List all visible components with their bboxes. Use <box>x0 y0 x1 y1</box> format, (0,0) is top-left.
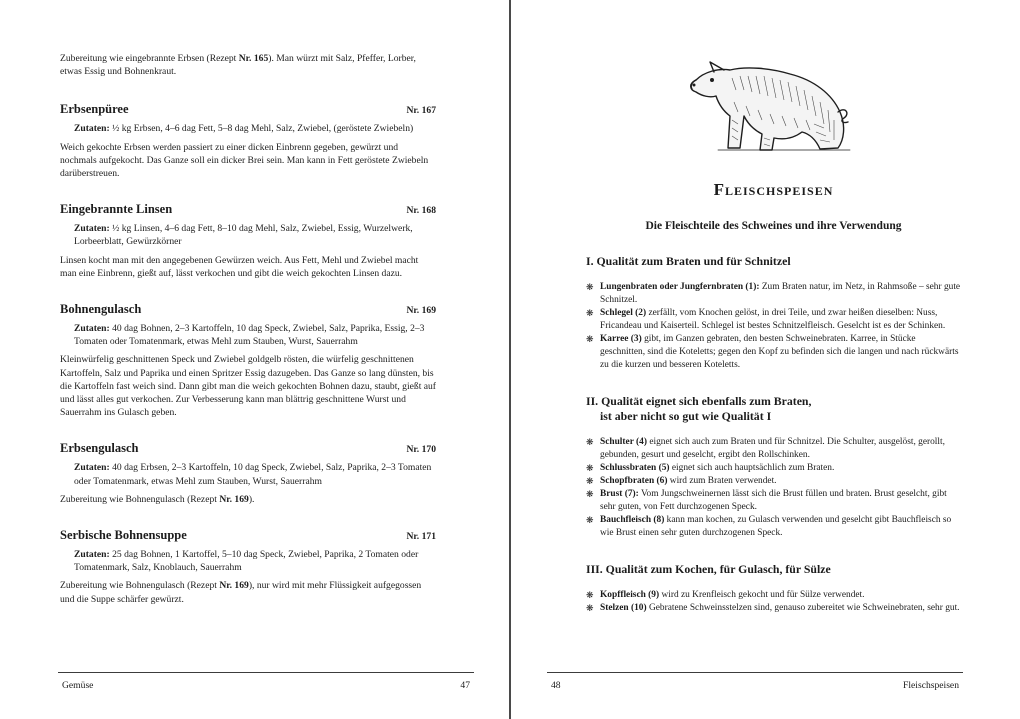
pig-illustration <box>586 54 961 154</box>
recipe-number: Nr. 171 <box>406 531 436 543</box>
flower-bullet-icon: ❋ <box>586 603 594 613</box>
recipe-ingredients <box>60 548 436 574</box>
flower-bullet-icon: ❋ <box>586 590 594 600</box>
quality-section-3 <box>586 562 961 615</box>
cut-name: Schlegel (2) <box>600 308 647 318</box>
recipe-reference: Nr. 169 <box>219 580 249 592</box>
list-item <box>586 281 961 307</box>
flower-bullet-icon: ❋ <box>586 476 594 486</box>
cuts-list <box>586 436 961 540</box>
recipe-title: Bohnengulasch <box>60 302 142 317</box>
list-item <box>586 436 961 462</box>
recipe-ingredients <box>60 222 436 248</box>
cut-name: Lungenbraten oder Jungfernbraten (1): <box>600 282 760 292</box>
cut-name: Brust (7): <box>600 489 639 499</box>
page-number: 48 <box>551 680 561 691</box>
ingredients-text: ½ kg Linsen, 4–6 dag Fett, 8–10 dag Mehl, Salz, Zwiebel, Essig, Wurzelwerk, Lorbeerblatt, Gewürzkörner <box>74 223 413 248</box>
intro-text: Zubereitung wie eingebrannte Erbsen (Rezept <box>60 53 239 64</box>
footer-section-name: Gemüse <box>62 680 94 691</box>
recipe-instructions: Kleinwürfelig geschnittenen Speck und Zwiebel goldgelb rösten, die würfelig geschnittenen Kartoffeln, Salz und Paprika und einen Spritzer Essig dazugeben. Das Ganze so lang dünsten, bis die Kartoffeln fast weich sind. Dann gibt man die weich gekochten Bohnen dazu, staubt, gießt auf und lässt alles gut verkochen. Zur Verbesserung kann man blättrig geschnittene Wurst und Sauerrahm ins Gulasch geben. <box>60 354 437 419</box>
flower-bullet-icon: ❋ <box>586 282 594 292</box>
right-page <box>511 0 1020 719</box>
ingredients-text: 40 dag Erbsen, 2–3 Kartoffeln, 10 dag Speck, Zwiebel, Salz, Paprika, 2–3 Tomaten oder Tomatenmark, etwas Mehl zum Stauben, Wurst, Sauerrahm <box>74 462 432 487</box>
cuts-list <box>586 589 961 615</box>
instructions-text: Zubereitung wie Bohnengulasch (Rezept <box>60 580 220 592</box>
page-footer <box>547 672 963 695</box>
cut-description: Gebratene Schweinsstelzen sind, genauso zubereitet wie Schweinebraten, sehr gut. <box>646 603 960 613</box>
footer-section-name: Fleischspeisen <box>903 680 959 691</box>
right-page-content <box>586 50 961 615</box>
recipe-title: Erbsenpüree <box>60 102 129 117</box>
list-item <box>586 602 961 615</box>
recipe-instructions: Weich gekochte Erbsen werden passiert zu einer dicken Einbrenn gegeben, gewürzt und nochmals aufgekocht. Das Ganze soll ein dicker Brei sein. Man kann in Fett geröstete Zwiebeln darüberstreuen. <box>60 141 429 180</box>
ingredients-label: Zutaten: <box>74 549 110 561</box>
ingredients-label: Zutaten: <box>74 323 110 335</box>
cut-description: gibt, im Ganzen gebraten, den besten Schweinebraten. Karree, in Stücke geschnitten, sind die Koteletts; gegen den Kopf zu befinden sich die langen und nach rückwärts zu die kurzen und besseren Koteletts. <box>600 334 959 370</box>
chapter-subtitle: Die Fleischteile des Schweines und ihre Verwendung <box>645 220 902 232</box>
recipe-instructions: Linsen kocht man mit den angegebenen Gewürzen weich. Aus Fett, Mehl und Zwiebel macht man eine Einbrenn, gießt auf, lässt verkochen und gibt die weich gekochten Linsen dazu. <box>60 254 419 279</box>
recipe-header <box>60 202 436 217</box>
cut-description: eignet sich auch zum Braten und für Schnitzel. Die Schulter, ausgelöst, gerollt, gebunden, gesurt und geselcht, ergibt den Rollschinken. <box>600 437 945 460</box>
chapter-title: Fleischspeisen <box>713 180 834 199</box>
list-item <box>586 589 961 602</box>
flower-bullet-icon: ❋ <box>586 334 594 344</box>
ingredients-label: Zutaten: <box>74 123 110 135</box>
flower-bullet-icon: ❋ <box>586 463 594 473</box>
recipe-ingredients <box>60 322 436 348</box>
recipe-bohnengulasch <box>60 302 436 419</box>
page-footer <box>58 672 474 695</box>
recipe-number: Nr. 170 <box>406 444 436 456</box>
list-item <box>586 514 961 540</box>
cut-description: Zum Braten natur, im Netz, in Rahmsoße – sehr gute Schnitzel. <box>600 282 961 305</box>
recipe-title: Serbische Bohnensuppe <box>60 528 187 543</box>
cut-name: Karree (3) <box>600 334 642 344</box>
recipe-eingebrannte-linsen <box>60 202 436 280</box>
ingredients-label: Zutaten: <box>74 462 110 474</box>
instructions-text: ), nur wird mit mehr Flüssigkeit aufgegossen und die Suppe schärfer gewürzt. <box>60 580 422 605</box>
list-item <box>586 475 961 488</box>
ingredients-text: ½ kg Erbsen, 4–6 dag Fett, 5–8 dag Mehl, Salz, Zwiebel, (geröstete Zwiebeln) <box>112 123 414 135</box>
section-heading: III. Qualität zum Kochen, für Gulasch, für Sülze <box>586 562 831 576</box>
instructions-text: Zubereitung wie Bohnengulasch (Rezept <box>60 493 220 505</box>
recipe-reference: Nr. 169 <box>219 493 249 505</box>
cut-description: Vom Jungschweinernen lässt sich die Brust füllen und braten. Brust geselcht, gibt sehr guten, von Fett durchzogenen Speck. <box>600 489 947 512</box>
list-item <box>586 462 961 475</box>
flower-bullet-icon: ❋ <box>586 515 594 525</box>
instructions-text: ). <box>248 493 255 505</box>
list-item <box>586 333 961 372</box>
cut-name: Schopfbraten (6) <box>600 476 668 486</box>
pig-icon <box>674 54 874 154</box>
left-page <box>0 0 509 719</box>
recipe-title: Eingebrannte Linsen <box>60 202 173 217</box>
cut-name: Schulter (4) <box>600 437 647 447</box>
recipe-erbsenpueree <box>60 102 436 180</box>
cut-name: Kopffleisch (9) <box>600 590 660 600</box>
recipe-header <box>60 441 436 456</box>
cut-description: kann man kochen, zu Gulasch verwenden und geselcht gibt Bauchfleisch so wie Brust einen sehr guten durchzogenen Speck. <box>600 515 952 538</box>
flower-bullet-icon: ❋ <box>586 308 594 318</box>
ingredients-label: Zutaten: <box>74 223 110 235</box>
ingredients-text: 25 dag Bohnen, 1 Kartoffel, 5–10 dag Speck, Zwiebel, Paprika, 2 Tomaten oder Tomatenmark, Salz, Knoblauch, Sauerrahm <box>74 549 419 574</box>
recipe-ingredients <box>60 461 436 487</box>
recipe-erbsengulasch <box>60 441 436 506</box>
page-number: 47 <box>460 680 470 691</box>
recipe-title: Erbsengulasch <box>60 441 139 456</box>
list-item <box>586 488 961 514</box>
cut-name: Bauchfleisch (8) <box>600 515 665 525</box>
recipe-ingredients <box>60 122 436 135</box>
cut-description: wird zu Krenfleisch gekocht und für Sülze verwendet. <box>659 590 865 600</box>
flower-bullet-icon: ❋ <box>586 437 594 447</box>
recipe-number: Nr. 169 <box>406 305 436 317</box>
recipe-header <box>60 528 436 543</box>
flower-bullet-icon: ❋ <box>586 489 594 499</box>
section-heading-line-1: II. Qualität eignet sich ebenfalls zum Braten, <box>586 394 812 408</box>
intro-paragraph <box>60 52 436 78</box>
cuts-list <box>586 281 961 372</box>
ingredients-text: 40 dag Bohnen, 2–3 Kartoffeln, 10 dag Speck, Zwiebel, Salz, Paprika, Essig, 2–3 Tomaten oder Tomatenmark, etwas Mehl zum Stauben, Wurst, Sauerrahm <box>74 323 425 348</box>
quality-section-2 <box>586 394 961 540</box>
recipe-number: Nr. 168 <box>406 205 436 217</box>
recipe-reference: Nr. 165 <box>238 53 269 64</box>
left-page-content <box>60 52 436 628</box>
recipe-header <box>60 302 436 317</box>
recipe-instructions <box>60 493 436 506</box>
intro-text: ). Man würzt mit Salz, Pfeffer, Lorber, etwas Essig und Bohnenkraut. <box>60 53 416 78</box>
recipe-serbische-bohnensuppe <box>60 528 436 606</box>
cut-name: Schlussbraten (5) <box>600 463 670 473</box>
section-heading: I. Qualität zum Braten und für Schnitzel <box>586 254 791 268</box>
recipe-instructions <box>60 579 436 605</box>
cut-description: wird zum Braten verwendet. <box>667 476 777 486</box>
recipe-header <box>60 102 436 117</box>
list-item <box>586 307 961 333</box>
quality-section-1 <box>586 254 961 372</box>
cut-name: Stelzen (10) <box>600 603 647 613</box>
recipe-number: Nr. 167 <box>406 105 436 117</box>
section-heading-line-2: ist aber nicht so gut wie Qualität I <box>600 409 772 423</box>
section-heading <box>586 394 961 424</box>
cut-description: zerfällt, vom Knochen gelöst, in drei Teile, und zwar heißen dieselben: Nuss, Fricandeau und Kaiserteil. Schlegel ist bestes Schnitzelfleisch. Geselcht ist es der Schinken. <box>600 308 946 331</box>
cut-description: eignet sich auch hauptsächlich zum Braten. <box>669 463 835 473</box>
